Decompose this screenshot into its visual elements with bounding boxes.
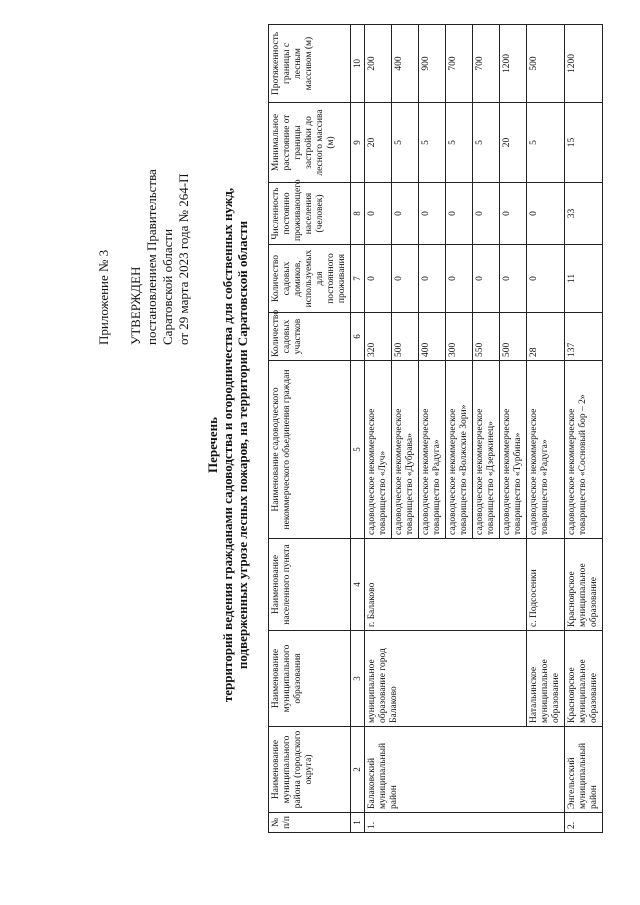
min-distance: 5 (473, 103, 500, 183)
min-distance: 5 (419, 103, 446, 183)
approved-label: УТВЕРЖДЕН (128, 266, 143, 345)
houses-count: 0 (473, 245, 500, 313)
border-length: 1200 (500, 25, 527, 103)
organization-name: садоводческое некоммерческое товарищество «Волжские Зори» (446, 361, 473, 539)
people-count: 0 (419, 183, 446, 245)
plots-count: 300 (446, 313, 473, 361)
appendix-number: Приложение № 3 (96, 249, 111, 345)
header-cell: Наименование муниципального района (городского округа) (269, 727, 351, 813)
settlement-name: с. Подсосенки (527, 539, 565, 631)
municipality-name: Красноярское муниципальное образование (565, 631, 603, 727)
index-cell: 8 (351, 183, 365, 245)
organization-name: садоводческое некоммерческое товарищество «Радуга» (527, 361, 565, 539)
header-cell: Количество садовых домиков, используемых для постоянного проживания (269, 245, 351, 313)
municipality-name: Натальинское муниципальное образование (527, 631, 565, 727)
row-number: 1. (365, 813, 565, 833)
border-length: 400 (392, 25, 419, 103)
plots-count: 500 (392, 313, 419, 361)
index-cell: 10 (351, 25, 365, 103)
header-cell: Количество садовых участков (269, 313, 351, 361)
district-name: Энгельсский муниципальный район (565, 727, 603, 813)
district-name: Балаковский муниципальный район (365, 727, 565, 813)
people-count: 0 (500, 183, 527, 245)
table-row (527, 25, 565, 833)
people-count: 33 (565, 183, 603, 245)
index-cell: 7 (351, 245, 365, 313)
header-cell: № п/п (269, 813, 351, 833)
territories-table (268, 24, 603, 833)
header-cell: Наименование садоводческого некоммерческого объединения граждан (269, 361, 351, 539)
min-distance: 15 (565, 103, 603, 183)
houses-count: 0 (419, 245, 446, 313)
column-index-row (351, 25, 365, 833)
houses-count: 0 (446, 245, 473, 313)
approval-line-1: постановлением Правительства (144, 169, 159, 345)
index-cell: 4 (351, 539, 365, 631)
header-cell: Наименование муниципального образования (269, 631, 351, 727)
border-length: 900 (419, 25, 446, 103)
index-cell: 1 (351, 813, 365, 833)
plots-count: 400 (419, 313, 446, 361)
border-length: 700 (446, 25, 473, 103)
header-cell: Численность постоянно проживающего населения (человек) (269, 183, 351, 245)
organization-name: садоводческое некоммерческое товарищество «Радуга» (419, 361, 446, 539)
houses-count: 0 (500, 245, 527, 313)
settlement-name: Красноярское муниципальное образование (565, 539, 603, 631)
people-count: 0 (365, 183, 392, 245)
min-distance: 5 (446, 103, 473, 183)
document-heading (205, 55, 250, 835)
organization-name: садоводческое некоммерческое товарищество «Дубрава» (392, 361, 419, 539)
organization-name: садоводческое некоммерческое товарищество «Дзержинец» (473, 361, 500, 539)
appendix-block (96, 105, 192, 345)
row-number: 2. (565, 813, 603, 833)
organization-name: садоводческое некоммерческое товарищество «Луч» (365, 361, 392, 539)
plots-count: 137 (565, 313, 603, 361)
heading-line-2: подверженных угрозе лесных пожаров, на территории Саратовской области (235, 220, 250, 670)
heading-line-1: территорий ведения гражданами садоводства и огородничества для собственных нужд, (220, 187, 235, 703)
header-cell: Наименование населенного пункта (269, 539, 351, 631)
table-row (365, 25, 392, 833)
index-cell: 3 (351, 631, 365, 727)
header-cell: Протяженность границы с лесным массивом (м) (269, 25, 351, 103)
people-count: 0 (446, 183, 473, 245)
border-length: 200 (365, 25, 392, 103)
min-distance: 20 (365, 103, 392, 183)
heading-title: Перечень (205, 416, 220, 474)
houses-count: 0 (365, 245, 392, 313)
approval-line-2: Саратовской области (160, 228, 175, 345)
houses-count: 11 (565, 245, 603, 313)
houses-count: 0 (527, 245, 565, 313)
index-cell: 6 (351, 313, 365, 361)
plots-count: 500 (500, 313, 527, 361)
plots-count: 550 (473, 313, 500, 361)
municipality-name: муниципальное образование город Балаково (365, 631, 527, 727)
index-cell: 9 (351, 103, 365, 183)
table-row (565, 25, 603, 833)
min-distance: 5 (392, 103, 419, 183)
index-cell: 5 (351, 361, 365, 539)
border-length: 500 (527, 25, 565, 103)
approval-line-3: от 29 марта 2023 года № 264-П (176, 173, 191, 345)
houses-count: 0 (392, 245, 419, 313)
plots-count: 28 (527, 313, 565, 361)
border-length: 1200 (565, 25, 603, 103)
people-count: 0 (473, 183, 500, 245)
organization-name: садоводческое некоммерческое товарищество «Сосновый бор – 2» (565, 361, 603, 539)
border-length: 700 (473, 25, 500, 103)
header-cell: Минимальное расстояние от границы застройки до лесного массива (м) (269, 103, 351, 183)
people-count: 0 (392, 183, 419, 245)
organization-name: садоводческое некоммерческое товарищество «Турбина» (500, 361, 527, 539)
min-distance: 5 (527, 103, 565, 183)
settlement-name: г. Балаково (365, 539, 527, 631)
table-header-row (269, 25, 351, 833)
people-count: 0 (527, 183, 565, 245)
min-distance: 20 (500, 103, 527, 183)
plots-count: 320 (365, 313, 392, 361)
index-cell: 2 (351, 727, 365, 813)
